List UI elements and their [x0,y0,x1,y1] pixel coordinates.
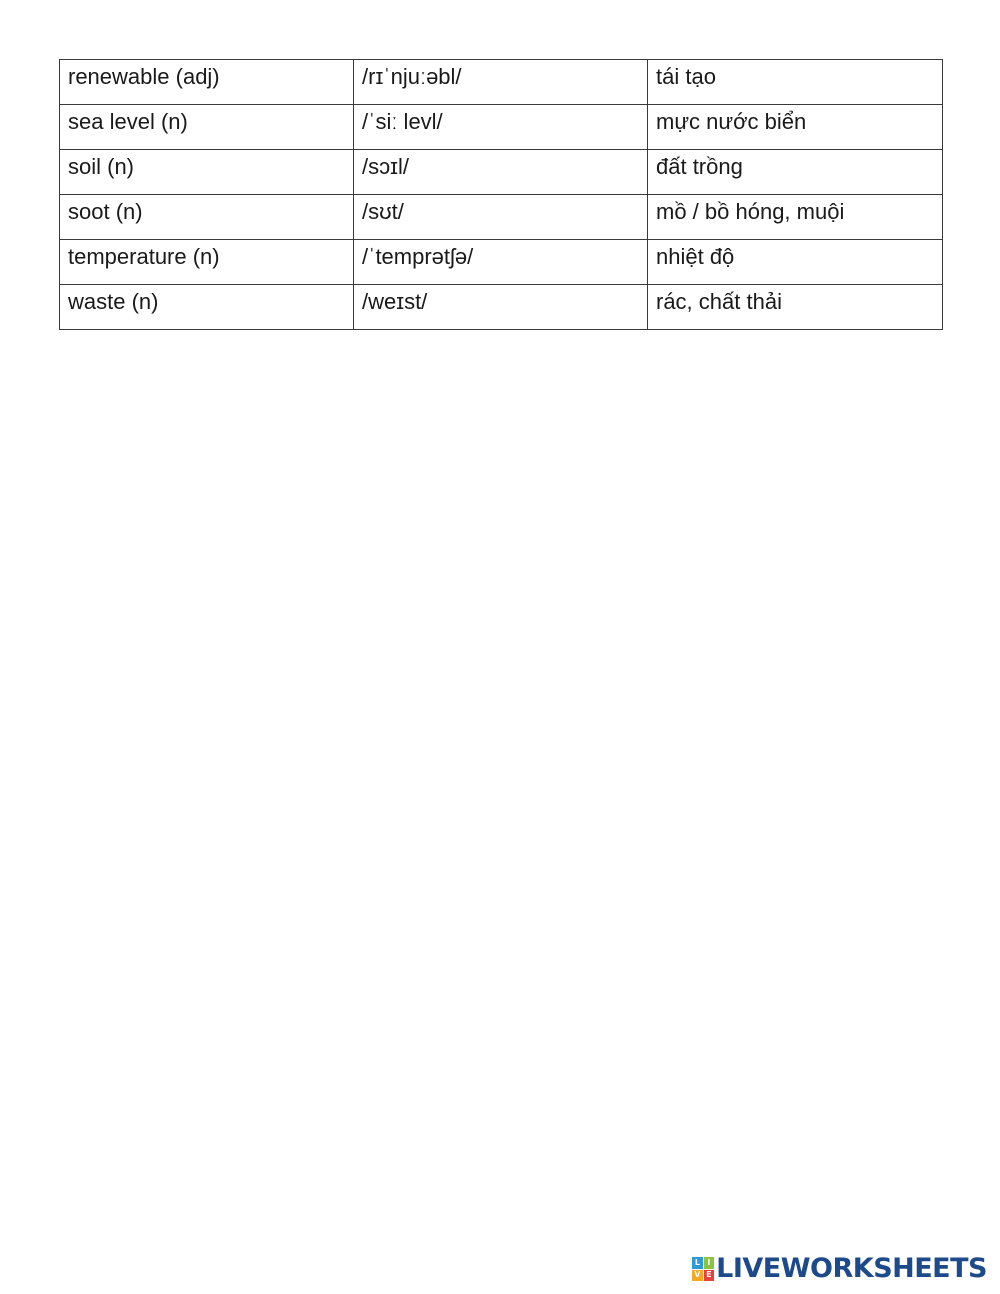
logo-letter: L [692,1257,703,1269]
meaning-cell: mực nước biển [648,105,943,150]
word-cell: renewable (adj) [60,60,354,105]
table-row [60,105,943,150]
ipa-cell: /ˈsiː levl/ [354,105,648,150]
vocabulary-table [59,59,943,330]
meaning-cell: nhiệt độ [648,240,943,285]
liveworksheets-logo-icon [692,1257,714,1281]
logo-letter: V [692,1270,703,1282]
ipa-cell: /ˈtemprətʃə/ [354,240,648,285]
ipa-cell: /weɪst/ [354,285,648,330]
word-cell: sea level (n) [60,105,354,150]
ipa-cell: /rɪˈnjuːəbl/ [354,60,648,105]
meaning-cell: rác, chất thải [648,285,943,330]
word-cell: temperature (n) [60,240,354,285]
meaning-cell: tái tạo [648,60,943,105]
logo-letter: E [704,1270,715,1282]
word-cell: soil (n) [60,150,354,195]
table-row [60,150,943,195]
table-row [60,195,943,240]
ipa-cell: /sɔɪl/ [354,150,648,195]
brand-wordmark: LIVEWORKSHEETS [716,1253,987,1284]
table-row [60,240,943,285]
table-row [60,60,943,105]
word-cell: waste (n) [60,285,354,330]
meaning-cell: mồ / bồ hóng, muội [648,195,943,240]
meaning-cell: đất trồng [648,150,943,195]
ipa-cell: /sʊt/ [354,195,648,240]
liveworksheets-brand [692,1254,987,1284]
word-cell: soot (n) [60,195,354,240]
table-row [60,285,943,330]
logo-letter: I [704,1257,715,1269]
